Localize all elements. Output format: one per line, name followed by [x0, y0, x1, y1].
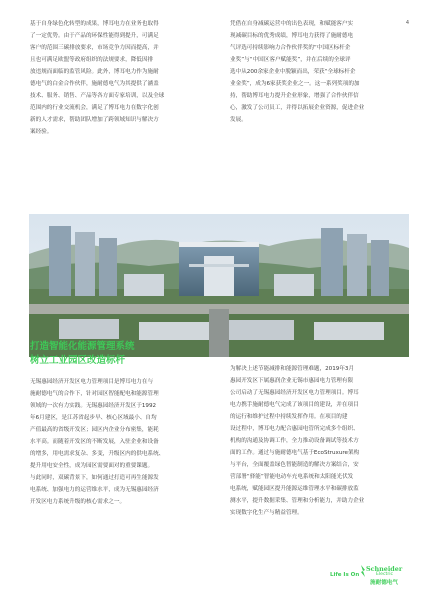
- body-line: 营部署“驿能”智能电动车充电系统和太阳能光伏发: [230, 474, 354, 480]
- body-line: 案经验。: [30, 129, 53, 135]
- section-title: [30, 340, 210, 368]
- body-line: 电系统，赋能园区提升能源运维管理水平和碳排放监: [230, 486, 359, 492]
- top-left-column: [30, 18, 210, 138]
- body-line: 电系统、加强电力的运营维水平，成为无锡惠园经济: [30, 487, 159, 493]
- bottom-left-column: [30, 376, 210, 508]
- body-line: 设过程中，博耳电力配合惠园电管所完成多个组织、: [230, 426, 359, 432]
- body-line: 德电气的白金合作伙伴，施耐德电气为其提供了涵盖: [30, 81, 159, 87]
- body-line: 现减碳目标的优秀成绩，博耳电力获得了施耐德电: [230, 33, 354, 39]
- industrial-park-aerial-photo: [29, 214, 409, 357]
- body-line: 客户的范围三碳排放要求，市场竞争力因而提高，并: [30, 45, 159, 51]
- body-line: 水平高。而随着开发区的不断发展，入驻企业和设备: [30, 439, 159, 445]
- body-line: 电力携手施耐德电气完成了该项目的建设，并在项目: [230, 402, 359, 408]
- body-line: 年6月建区，是江苏省起步早、核心区域最小、自均: [30, 415, 157, 421]
- section-title-line: 树立工业园区改造标杆: [30, 355, 126, 366]
- body-line: 发展。: [230, 117, 247, 123]
- body-line: 心，激发了公司员工，并得以拓展企业资源，促进企业: [230, 105, 365, 111]
- body-line: 范围内的行业交流机会，满足了博耳电力在数字化创: [30, 105, 159, 111]
- body-line: 放违规而面临的监管风险。此外，博耳电力作为施耐: [30, 69, 159, 75]
- body-line: 持，帮助博耳电力提升企业形象，增强了合作伙伴信: [230, 93, 359, 99]
- body-line: 面的工作。通过与施耐德电气基于EcoStruxure架构: [230, 450, 360, 456]
- tagline: Life Is On: [330, 572, 360, 578]
- logo-name: Schneider: [366, 565, 403, 573]
- body-line: 无锡惠园经济开发区电力管理项目是博耳电力在与: [30, 379, 154, 385]
- body-line: 新的人才需求，帮助团队增加了跨领域知识与解决方: [30, 117, 159, 123]
- body-line: 施耐德电气的合作下，针对园区智能配电和能源管理: [30, 391, 159, 397]
- body-line: 惠园开发区下属惠润企业无锡市惠园电力管理有限: [230, 378, 354, 384]
- body-line: 业奖”与“中国区客户赋能奖”，并在后续的全球评: [230, 57, 351, 63]
- body-line: 的运行和维护过程中持续发挥作用。在项目的建: [230, 414, 348, 420]
- body-line: 了一定优势。由于产品的环保性能得到提升，可满足: [30, 33, 159, 39]
- body-line: 凭借在自身减碳运营中的出色表现，和赋能客户实: [230, 21, 354, 27]
- body-line: 且也可满足欧盟等政府组织的法规要求，降低因排: [30, 57, 154, 63]
- footer: [330, 563, 414, 589]
- body-line: 与平台，全面覆盖绿色智能制造的解决方案结合，安: [230, 462, 359, 468]
- schneider-logo: [360, 563, 412, 589]
- body-line: 领域的一次有力实践。无锡惠园经济开发区于1992: [30, 403, 157, 409]
- body-line: 业金奖”，成为6家获奖企业之一。这一系列奖项的加: [230, 81, 360, 87]
- body-line: 公司启动了无锡惠园经济开发区电力管理项目。博耳: [230, 390, 359, 396]
- body-line: 的增多，用电需求复杂、多变，升级区内的供电系统、: [30, 451, 165, 457]
- section-title-line: 打造智能化能源管理系统: [30, 341, 135, 352]
- bottom-right-column: [230, 363, 412, 519]
- body-line: 提升用电安全性，成为园区需要面对的重要课题。: [30, 463, 154, 469]
- logo-sub: Electric: [376, 572, 394, 577]
- body-line: 开发区电力系统升级的核心需求之一。: [30, 499, 126, 505]
- industrial-park-illustration: [29, 214, 409, 357]
- body-line: 机构的沟通及协调工作，全力推动设备调试等技术方: [230, 438, 359, 444]
- top-right-column: [230, 18, 412, 126]
- logo-chinese-name: 施耐德电气: [370, 580, 398, 586]
- body-line: 测水平，提升数据采集、管理和分析能力，并助力企业: [230, 498, 365, 504]
- page-number: 4: [405, 20, 409, 26]
- body-line: 产值最高的省级开发区；园区内企业分布密集，能耗: [30, 427, 159, 433]
- body-line: 选中从200余家企业中脱颖而出，荣获“全球标杆企: [230, 69, 356, 75]
- body-line: 气评选可持续影响力合作伙伴奖的“中国区标杆企: [230, 45, 351, 51]
- body-line: 与此同时，双碳背景下，如何通过打造可再生能源发: [30, 475, 159, 481]
- body-line: 技术、服务、销售、产品等各方面专家培训，以及全球: [30, 93, 165, 99]
- body-line: 基于自身绿色化转型的成果，博耳电力在业务也取得: [30, 21, 159, 27]
- body-line: 实现数字化生产与精益管理。: [230, 510, 303, 516]
- body-line: 为解决上述节能减排和能源管理难题，2019年3月: [230, 366, 355, 372]
